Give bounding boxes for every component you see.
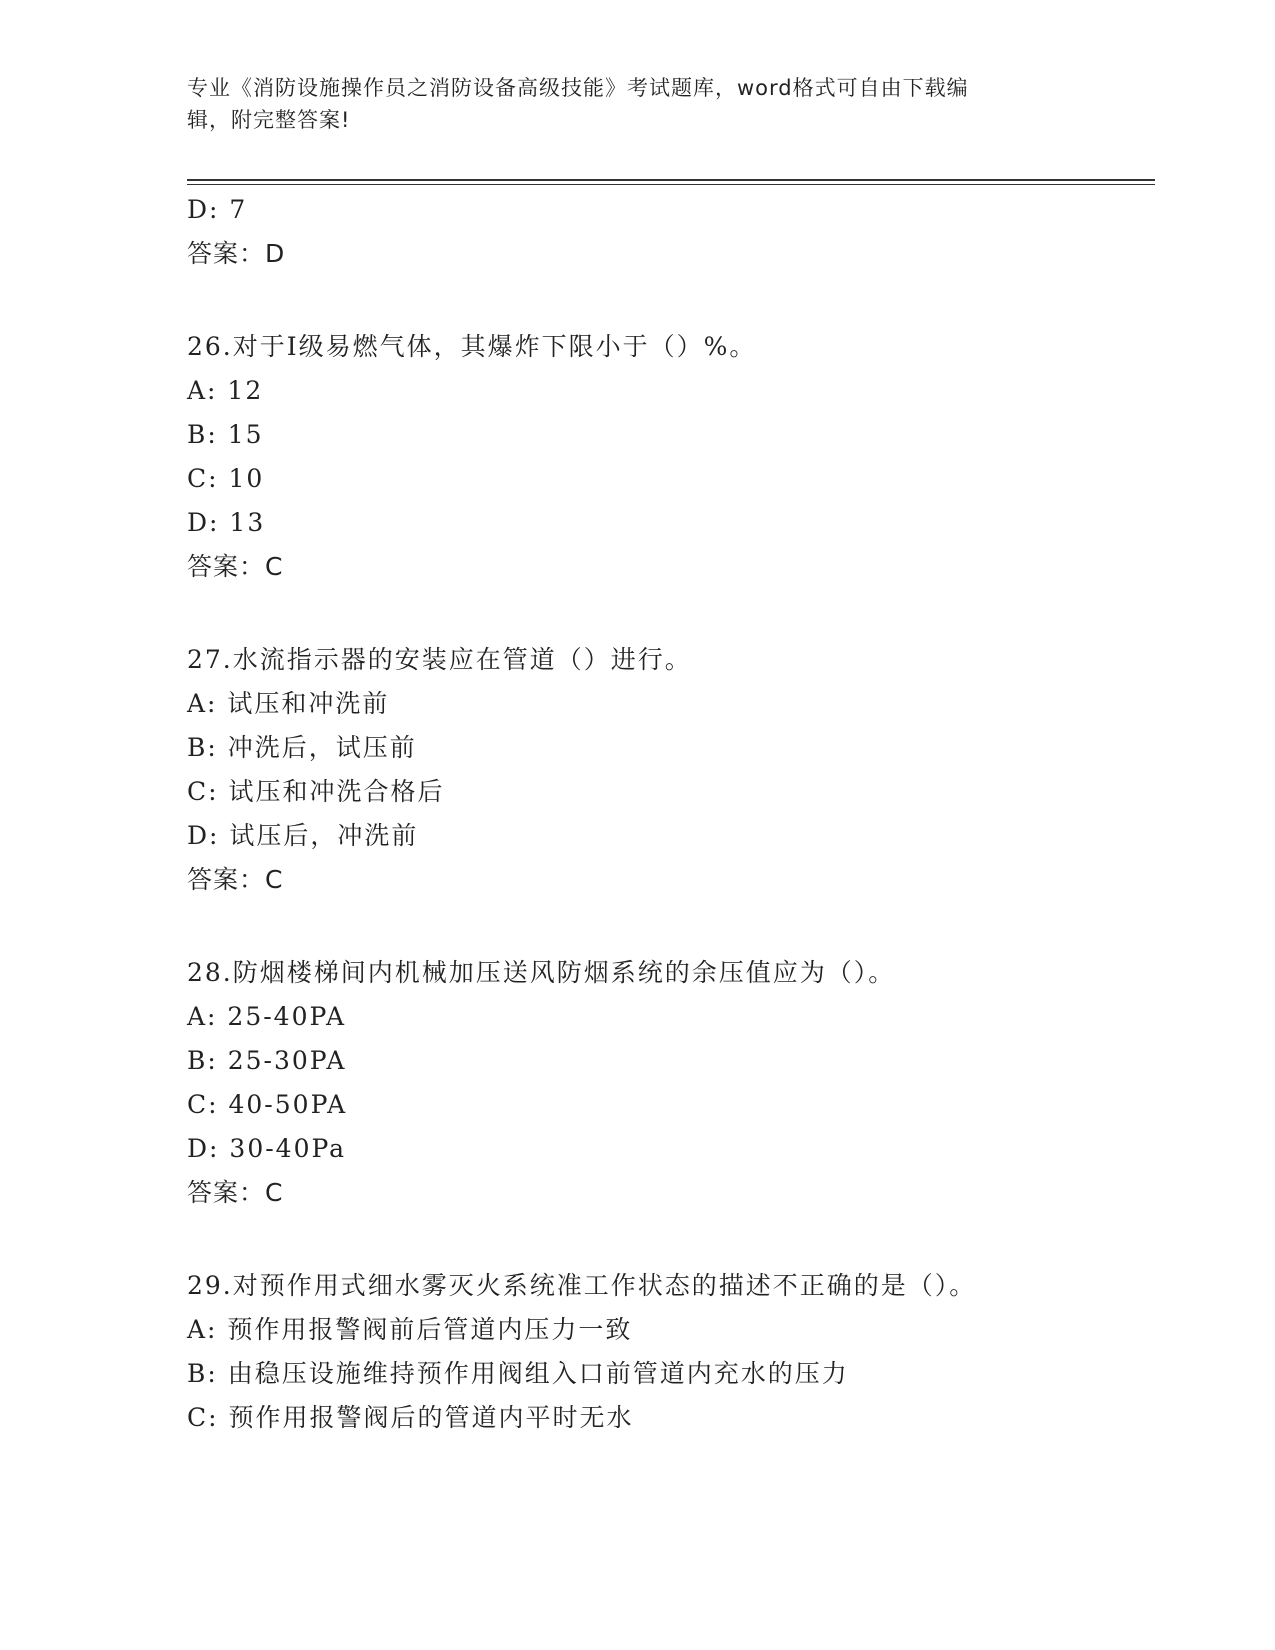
option-line: B: 由稳压设施维持预作用阀组入口前管道内充水的压力 [187, 1359, 849, 1388]
header-line-2: 辑，附完整答案! [187, 108, 351, 132]
option-line: A: 12 [187, 376, 264, 405]
answer-line: 答案：C [187, 552, 284, 581]
option-line: C: 预作用报警阀后的管道内平时无水 [187, 1403, 634, 1432]
header-rule-thick [187, 179, 1155, 181]
answer-line: 答案：D [187, 239, 286, 268]
question-27: 27.水流指示器的安装应在管道（）进行。 [187, 645, 692, 674]
header-rule-thin [187, 184, 1155, 185]
option-line: B: 冲洗后，试压前 [187, 733, 417, 762]
document-header [187, 72, 1087, 136]
option-line: C: 10 [187, 464, 265, 493]
answer-line: 答案：C [187, 865, 284, 894]
option-line: D: 试压后，冲洗前 [187, 821, 419, 850]
option-line: A: 25-40PA [187, 1002, 347, 1031]
header-line-1: 专业《消防设施操作员之消防设备高级技能》考试题库，word格式可自由下载编 [187, 76, 969, 100]
option-line: C: 试压和冲洗合格后 [187, 777, 445, 806]
option-line: B: 25-30PA [187, 1046, 347, 1075]
option-line: D: 7 [187, 195, 248, 224]
option-line: D: 13 [187, 508, 266, 537]
option-line: A: 预作用报警阀前后管道内压力一致 [187, 1315, 633, 1344]
option-line: B: 15 [187, 420, 264, 449]
option-line: D: 30-40Pa [187, 1134, 347, 1163]
answer-line: 答案：C [187, 1178, 284, 1207]
question-29: 29.对预作用式细水雾灭火系统准工作状态的描述不正确的是（）。 [187, 1271, 977, 1300]
question-26: 26.对于Ⅰ级易燃气体，其爆炸下限小于（）%。 [187, 332, 757, 361]
question-28: 28.防烟楼梯间内机械加压送风防烟系统的余压值应为（）。 [187, 958, 896, 987]
option-line: C: 40-50PA [187, 1090, 348, 1119]
option-line: A: 试压和冲洗前 [187, 689, 390, 718]
